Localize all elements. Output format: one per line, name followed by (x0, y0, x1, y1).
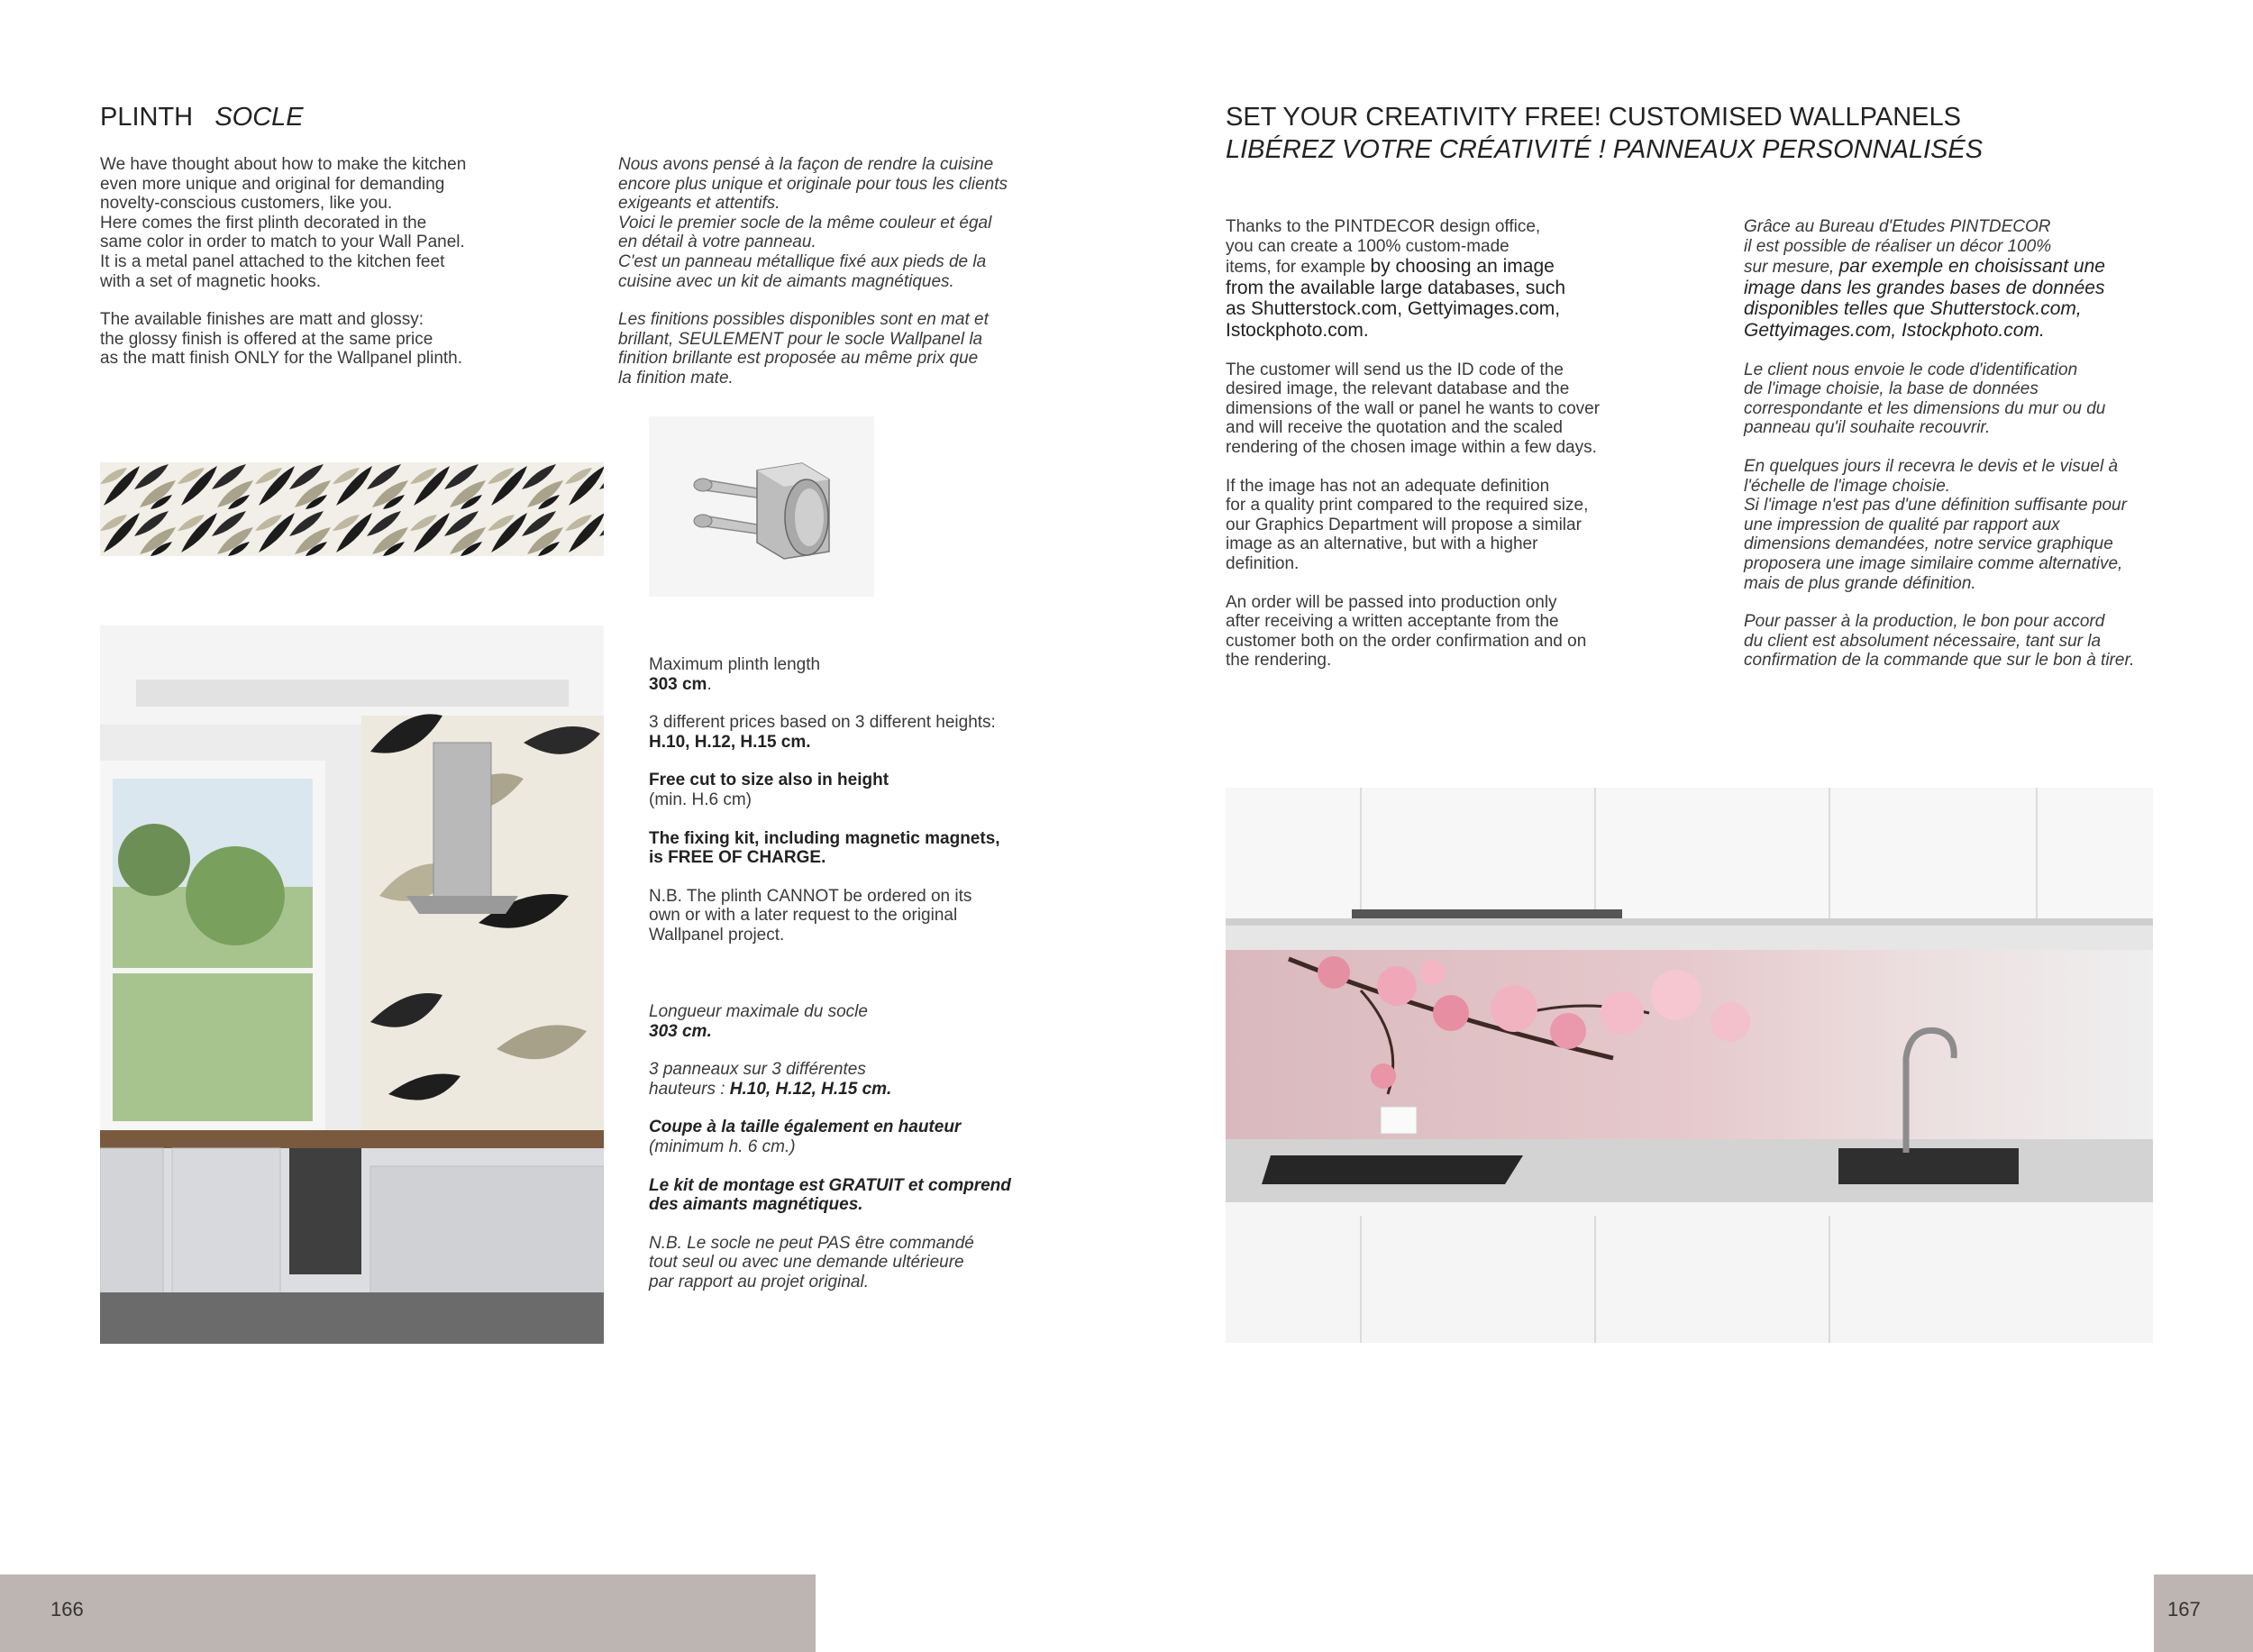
intro-fr-paragraph: Les finitions possibles disponibles sont en mat et brillant, SEULEMENT pour le socle Wallpanel la finition brillante est proposée au même prix que la finition mate. (618, 310, 989, 388)
spec-length-fr: Longueur maximale du socle 303 cm. (649, 1002, 868, 1041)
spec-prices-fr: 3 panneaux sur 3 différentes hauteurs : H.10, H.12, H.15 cm. (649, 1060, 892, 1099)
right-page-title (1226, 101, 1983, 166)
custom-fr-p4: Pour passer à la production, le bon pour accord du client est absolument nécessaire, tant sur la confirmation de la commande que sur le bon à tirer. (1744, 612, 2135, 671)
spec-kit-fr: Le kit de montage est GRATUIT et comprend des aimants magnétiques. (649, 1175, 1011, 1215)
custom-en-p4: An order will be passed into production only after receiving a written acceptante from the customer both on the order confirmation and on the rendering. (1226, 592, 1587, 671)
intro-en-paragraph: We have thought about how to make the kitchen even more unique and original for demanding novelty-conscious customers, like you. Here comes the first plinth decorated in the same color in order to match to your Wall Panel. It is a metal panel attached to the kitchen feet with a set of magnetic hooks. (100, 155, 467, 291)
spec-nb: N.B. The plinth CANNOT be ordered on its own or with a later request to the original Wallpanel project. (649, 886, 972, 945)
kitchen-photo-right (1226, 788, 2153, 1343)
title-en: SET YOUR CREATIVITY FREE! CUSTOMISED WALLPANELS (1226, 103, 1961, 132)
kitchen-photo-left (100, 625, 604, 1344)
intro-fr (618, 155, 1123, 388)
specs-fr (649, 1002, 1117, 1292)
page-number-left: 166 (50, 1598, 84, 1620)
custom-en (1226, 217, 1694, 671)
left-page-title: PLINTH SOCLE (100, 103, 304, 132)
intro-fr-paragraph: Nous avons pensé à la façon de rendre la cuisine encore plus unique et originale pour tous les clients exigeants et attentifs. Voici le premier socle de la même couleur et égal en détail à votre panneau. C'est un panneau métallique fixé aux pieds de la cuisine avec un kit de aimants magnétiques. (618, 155, 1008, 291)
spec-length: Maximum plinth length 303 cm. (649, 655, 821, 694)
title-fr: LIBÉREZ VOTRE CRÉATIVITÉ ! PANNEAUX PERSONNALISÉS (1226, 135, 1984, 164)
custom-en-p3: If the image has not an adequate definition for a quality print compared to the required size, our Graphics Department will propose a similar image as an alternative, but with a higher definition. (1226, 476, 1589, 573)
custom-en-p1: Thanks to the PINTDECOR design office, you can create a 100% custom-made items, for example by choosing an image from the available large databases, such as Shutterstock.com, Gettyimages.com, Istockphoto.com. (1226, 217, 1566, 341)
spec-cut: Free cut to size also in height (min. H.6 cm) (649, 771, 889, 809)
intro-en-paragraph: The available finishes are matt and glossy: the glossy finish is offered at the same price as the matt finish ONLY for the Wallpanel plinth. (100, 310, 463, 369)
custom-fr-p3: En quelques jours il recevra le devis et le visuel à l'échelle de l'image choisie. Si l'image n'est pas d'une définition suffisante pour une impression de qualité par rapport aux dimensions demandées, notre service graphique proposera une image similaire comme alternative, mais de plus grande définition. (1744, 456, 2127, 593)
left-footer-bar (0, 1574, 816, 1652)
spec-kit: The fixing kit, including magnetic magnets, is FREE OF CHARGE. (649, 828, 1000, 868)
page-number-right: 167 (2167, 1598, 2201, 1620)
spec-cut-fr: Coupe à la taille également en hauteur (minimum h. 6 cm.) (649, 1118, 962, 1156)
spec-nb-fr: N.B. Le socle ne peut PAS être commandé tout seul ou avec une demande ultérieure par rapport au projet original. (649, 1233, 974, 1291)
custom-fr (1744, 217, 2248, 671)
custom-en-p2: The customer will send us the ID code of the desired image, the relevant database and the dimensions of the wall or panel he wants to cover and will receive the quotation and the scaled rendering of the chosen image within a few days. (1226, 360, 1601, 457)
custom-fr-p2: Le client nous envoie le code d'identification de l'image choisie, la base de données correspondante et les dimensions du mur ou du panneau qu'il souhaite recouvrir. (1744, 360, 2106, 438)
spec-prices: 3 different prices based on 3 different heights: H.10, H.12, H.15 cm. (649, 713, 996, 752)
specs-en (649, 655, 1117, 945)
magnetic-hook-image (649, 416, 874, 597)
intro-en (100, 155, 587, 369)
custom-fr-p1: Grâce au Bureau d'Etudes PINTDECOR il est possible de réaliser un décor 100% sur mesure, par exemple en choisissant une image dans les grandes bases de données disponibles telles que Shutterstock.com, Gettyimages.com, Istockphoto.com. (1744, 217, 2105, 341)
plinth-pattern-image (100, 462, 604, 556)
